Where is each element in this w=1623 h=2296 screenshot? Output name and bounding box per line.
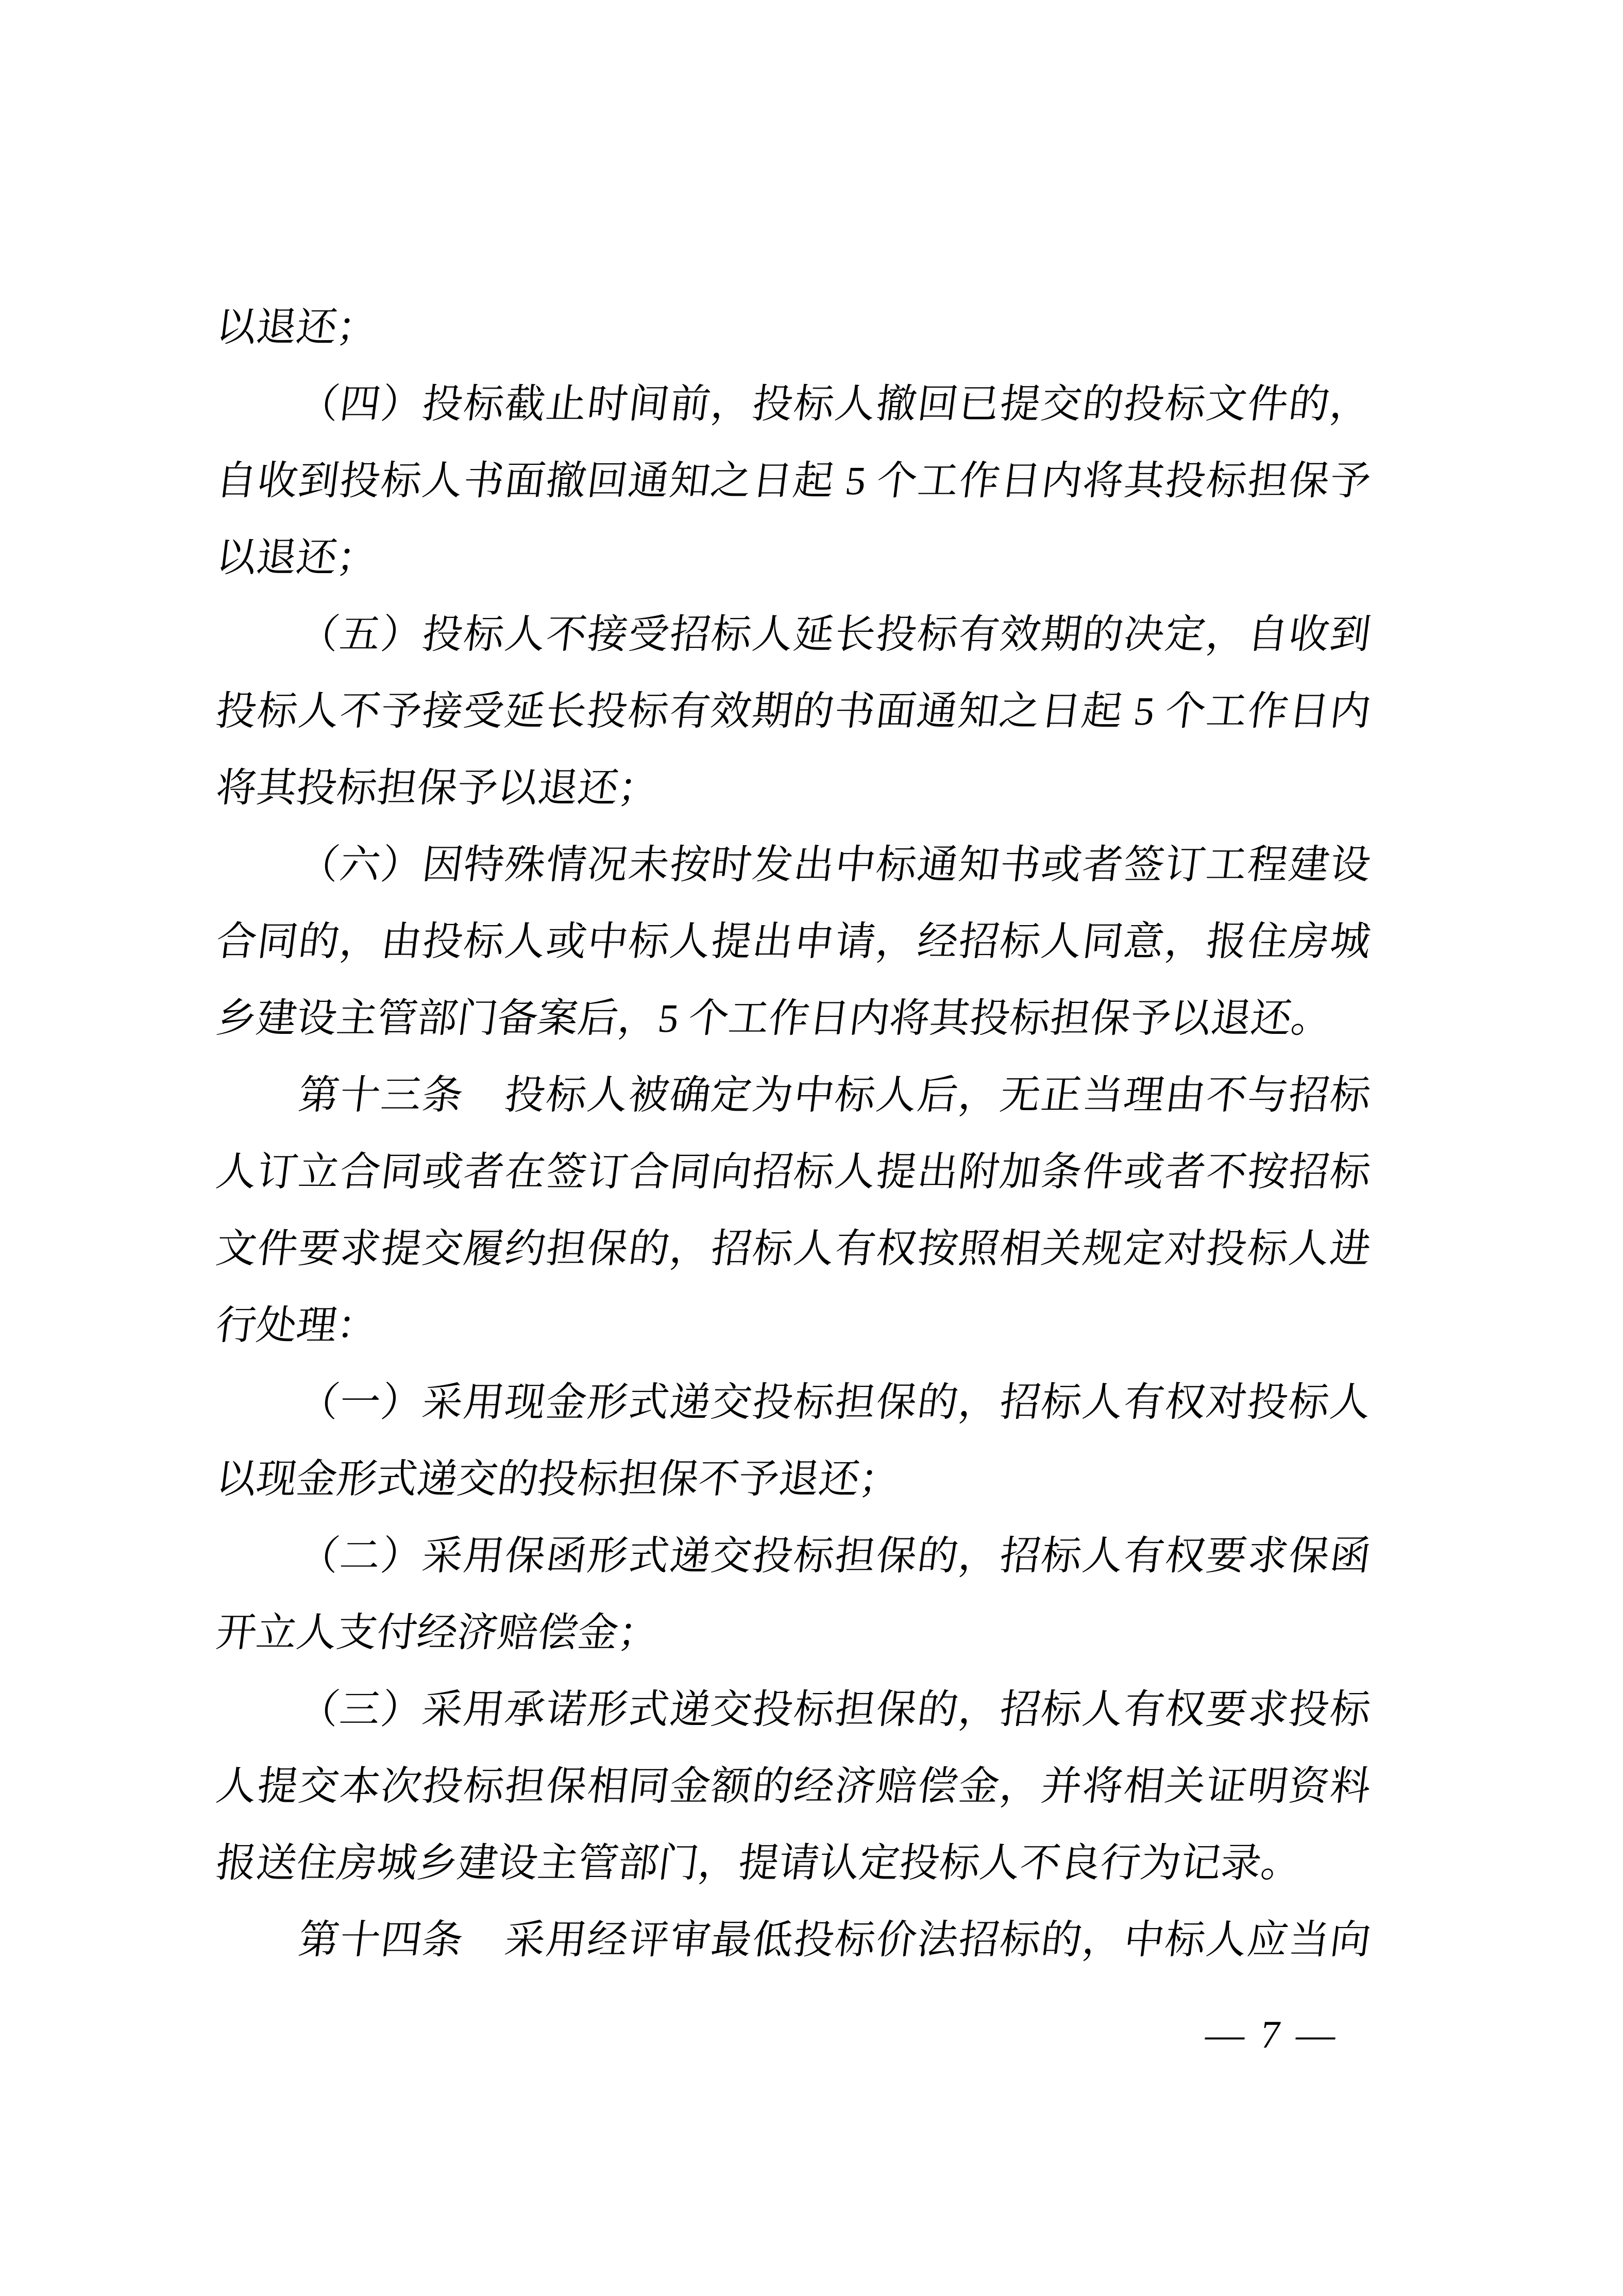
text-line: 第十四条 采用经评审最低投标价法招标的，中标人应当向 xyxy=(296,1917,1374,1962)
text-line: （二）采用保函形式递交投标担保的，招标人有权要求保函 xyxy=(296,1533,1374,1578)
text-line: （三）采用承诺形式递交投标担保的，招标人有权要求投标 xyxy=(296,1687,1374,1732)
text-line: 行处理： xyxy=(213,1303,380,1348)
text-line: （一）采用现金形式递交投标担保的，招标人有权对投标人 xyxy=(296,1380,1374,1424)
text-line: 报送住房城乡建设主管部门，提请认定投标人不良行为记录。 xyxy=(213,1840,1305,1885)
text-line: 合同的，由投标人或中标人提出申请，经招标人同意，报住房城 xyxy=(213,919,1374,964)
text-line: 乡建设主管部门备案后，5 个工作日内将其投标担保予以退还。 xyxy=(213,996,1334,1041)
page-number: — 7 — xyxy=(1203,2013,1342,2056)
text-line: 人提交本次投标担保相同金额的经济赔偿金，并将相关证明资料 xyxy=(213,1764,1374,1808)
text-line: 将其投标担保予以退还； xyxy=(213,765,662,810)
text-line: 以退还； xyxy=(213,535,380,580)
text-block xyxy=(213,289,1374,1978)
text-line: 投标人不予接受延长投标有效期的书面通知之日起 5 个工作日内 xyxy=(213,689,1374,733)
text-line: （五）投标人不接受招标人延长投标有效期的决定，自收到 xyxy=(296,612,1374,657)
text-line: （六）因特殊情况未按时发出中标通知书或者签订工程建设 xyxy=(296,842,1374,887)
text-line: 以退还； xyxy=(213,305,380,349)
text-line: 人订立合同或者在签订合同向招标人提出附加条件或者不按招标 xyxy=(213,1149,1374,1194)
text-line: 自收到投标人书面撤回通知之日起 5 个工作日内将其投标担保予 xyxy=(213,458,1374,503)
text-line: 开立人支付经济赔偿金； xyxy=(213,1610,662,1655)
text-line: 以现金形式递交的投标担保不予退还； xyxy=(213,1456,903,1501)
text-line: 文件要求提交履约担保的，招标人有权按照相关规定对投标人进 xyxy=(213,1226,1374,1271)
text-line: 第十三条 投标人被确定为中标人后，无正当理由不与招标 xyxy=(296,1072,1374,1117)
text-line: （四）投标截止时间前，投标人撤回已提交的投标文件的， xyxy=(296,381,1374,426)
